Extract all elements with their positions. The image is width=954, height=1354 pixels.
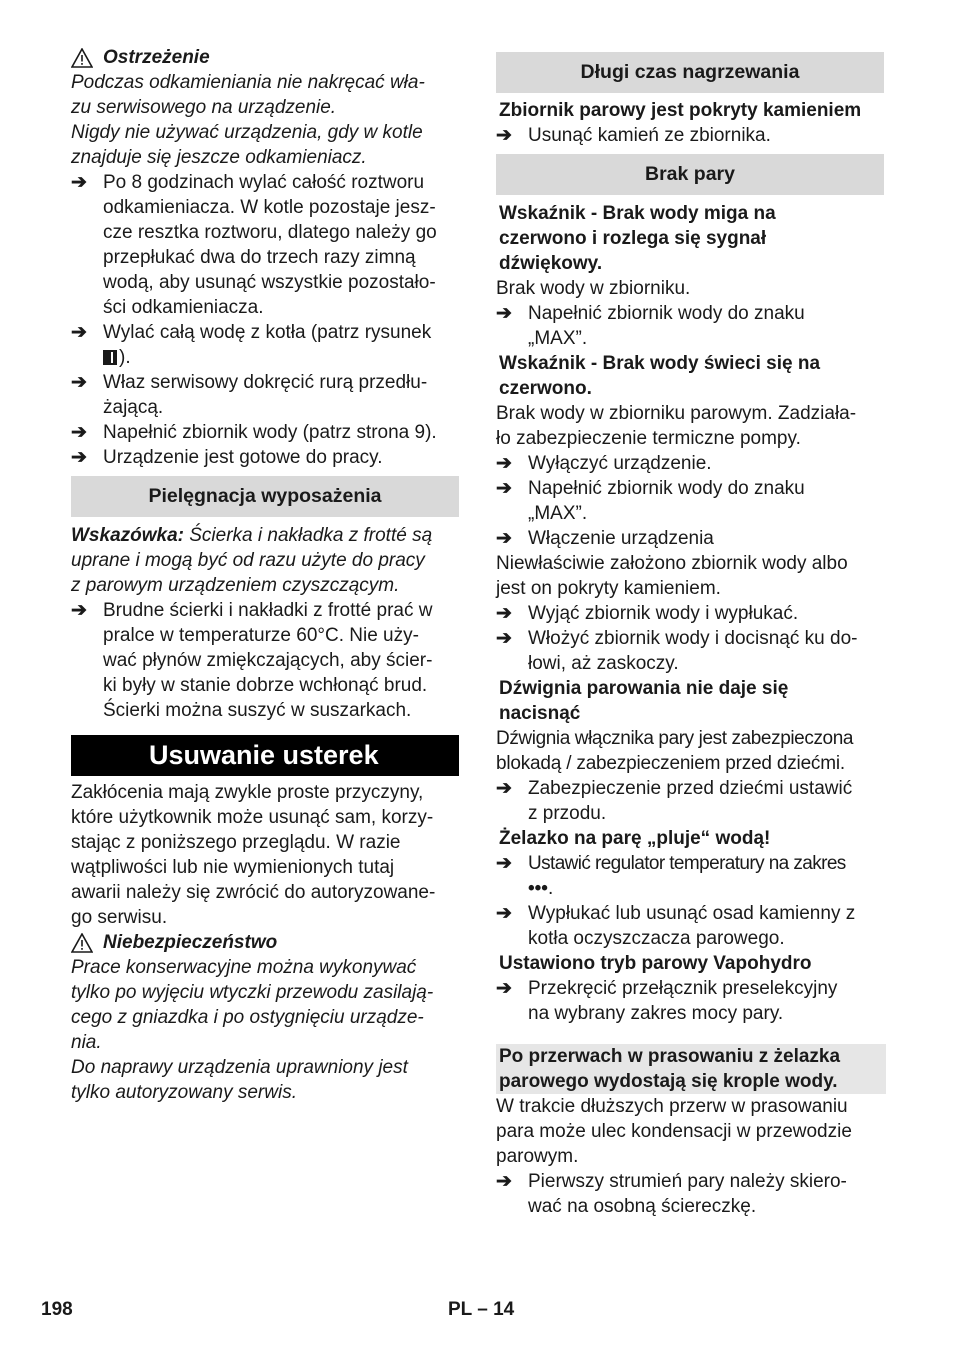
- body-text: blokadą / zabezpieczeniem przed dziećmi.: [496, 753, 845, 774]
- bullet-text: Właz serwisowy dokręcić rurą przedłu-: [103, 372, 428, 393]
- list-item: [496, 476, 884, 526]
- list-item: [496, 1169, 884, 1219]
- arrow-right-icon: ➔: [496, 528, 512, 549]
- bullet-text: Przekręcić przełącznik preselekcyjny: [528, 978, 838, 999]
- bullet-text: ki były w stanie dobrze wchłonąć brud.: [103, 675, 428, 696]
- list-item: [496, 901, 884, 951]
- section-heading-care: Pielęgnacja wyposażenia: [71, 476, 459, 517]
- right-column: [496, 52, 884, 1219]
- danger-title: Niebezpieczeństwo: [103, 932, 278, 953]
- bullet-text: kotła oczyszczacza parowego.: [528, 928, 785, 949]
- intro-text: go serwisu.: [71, 907, 168, 928]
- page-number: 198: [41, 1299, 73, 1320]
- arrow-right-icon: ➔: [71, 322, 87, 343]
- subheading: Ustawiono tryb parowy Vapohydro: [499, 953, 812, 974]
- warning-title: Ostrzeżenie: [103, 47, 210, 68]
- warning-triangle-icon: [71, 48, 93, 68]
- bullet-text: Urządzenie jest gotowe do pracy.: [103, 447, 383, 468]
- bullet-text: łowi, aż zaskoczy.: [528, 653, 679, 674]
- subheading: Zbiornik parowy jest pokryty kamieniem: [499, 100, 862, 121]
- list-item: [71, 170, 459, 320]
- body-text: Brak wody w zbiorniku parowym. Zadziała-: [496, 403, 857, 424]
- subheading-shaded: Po przerwach w prasowaniu z żelazka: [496, 1044, 886, 1069]
- left-column: [71, 45, 459, 1105]
- body-text: Dźwignia włącznika pary jest zabezpieczona: [496, 728, 854, 749]
- bullet-text: Włożyć zbiornik wody i docisnąć ku do-: [528, 628, 858, 649]
- list-item: [496, 123, 884, 148]
- bullet-text: Zabezpieczenie przed dziećmi ustawić: [528, 778, 853, 799]
- body-text: W trakcie dłuższych przerw w prasowaniu: [496, 1096, 848, 1117]
- subheading: Wskaźnik - Brak wody świeci się na: [499, 353, 821, 374]
- warning-heading: [71, 45, 459, 70]
- list-item: [496, 776, 884, 826]
- bullet-text: Ustawić regulator temperatury na zakres: [528, 853, 846, 874]
- footer-dash: –: [477, 1299, 488, 1320]
- bullet-text-tail: .: [547, 878, 554, 899]
- arrow-right-icon: ➔: [71, 447, 87, 468]
- arrow-right-icon: ➔: [496, 303, 512, 324]
- bullet-text: Ścierki można suszyć w suszarkach.: [103, 700, 412, 721]
- list-item: [496, 601, 884, 626]
- bullet-text: „MAX”.: [528, 503, 588, 524]
- arrow-right-icon: ➔: [496, 1171, 512, 1192]
- subheading: czerwono i rozlega się sygnał: [499, 228, 767, 249]
- bullet-text: [528, 876, 884, 901]
- bullet-text: przepłukać dwa do trzech razy zimną: [103, 247, 416, 268]
- bullet-text: wać na osobną ściereczkę.: [528, 1196, 757, 1217]
- arrow-right-icon: ➔: [496, 978, 512, 999]
- intro-text: Zakłócenia mają zwykle proste przyczyny,: [71, 782, 424, 803]
- bullet-text: na wybrany zakres mocy pary.: [528, 1003, 784, 1024]
- list-item: [496, 301, 884, 351]
- subheading: dźwiękowy.: [499, 253, 603, 274]
- bullet-text: pralce w temperaturze 60°C. Nie uży-: [103, 625, 419, 646]
- danger-text: cego z gniazdka i po ostygnięciu urządze-: [71, 1007, 424, 1028]
- bullet-text: Wylać całą wodę z kotła (patrz rysunek: [103, 322, 432, 343]
- intro-text: które użytkownik może usunąć sam, korzy-: [71, 807, 434, 828]
- subheading: Wskaźnik - Brak wody miga na: [499, 203, 776, 224]
- intro-text: awarii należy się zwrócić do autoryzowane-: [71, 882, 436, 903]
- list-item: [71, 420, 459, 445]
- bullet-text: „MAX”.: [528, 328, 588, 349]
- bullet-text: Usunąć kamień ze zbiornika.: [528, 125, 771, 146]
- body-text: parowym.: [496, 1146, 579, 1167]
- arrow-right-icon: ➔: [71, 172, 87, 193]
- list-item: [496, 976, 884, 1026]
- arrow-right-icon: ➔: [71, 600, 87, 621]
- list-item: [496, 451, 884, 476]
- note-label: Wskazówka:: [71, 525, 184, 546]
- list-item: [496, 526, 884, 551]
- bullet-text: Wypłukać lub usunąć osad kamienny z: [528, 903, 856, 924]
- temperature-dots-icon: •••: [528, 878, 548, 899]
- bullet-text: Wyjąć zbiornik wody i wypłukać.: [528, 603, 799, 624]
- list-item: [496, 851, 884, 901]
- arrow-right-icon: ➔: [71, 422, 87, 443]
- bullet-text: Po 8 godzinach wylać całość roztworu: [103, 172, 425, 193]
- note-line: uprane i mogą być od razu użyte do pracy: [71, 550, 425, 571]
- bullet-text: [103, 345, 459, 370]
- danger-text: tylko autoryzowany serwis.: [71, 1082, 297, 1103]
- bullet-text: Napełnić zbiornik wody do znaku: [528, 303, 805, 324]
- arrow-right-icon: ➔: [496, 778, 512, 799]
- list-item: [71, 445, 459, 470]
- arrow-right-icon: ➔: [496, 453, 512, 474]
- footer-num: 14: [493, 1299, 515, 1320]
- bullet-text-tail: ).: [119, 347, 131, 368]
- list-item: [71, 370, 459, 420]
- danger-text: Prace konserwacyjne można wykonywać: [71, 957, 417, 978]
- body-text: para może ulec kondensacji w przewodzie: [496, 1121, 852, 1142]
- danger-text: nia.: [71, 1032, 102, 1053]
- arrow-right-icon: ➔: [496, 903, 512, 924]
- subheading: Żelazko na parę „pluje“ wodą!: [499, 828, 771, 849]
- bullet-text: Napełnić zbiornik wody (patrz strona 9).: [103, 422, 437, 443]
- subheading: Dźwignia parowania nie daje się: [499, 678, 789, 699]
- subheading: nacisnąć: [499, 703, 581, 724]
- note-text: Ścierka i nakładka z frotté są: [183, 525, 433, 546]
- subheading-shaded: parowego wydostają się krople wody.: [496, 1069, 886, 1094]
- bullet-text: Pierwszy strumień pary należy skiero-: [528, 1171, 847, 1192]
- section-heading-heating: Długi czas nagrzewania: [496, 52, 884, 93]
- warning-triangle-icon: [71, 933, 93, 953]
- danger-heading: [71, 930, 459, 955]
- note-line: z parowym urządzeniem czyszczącym.: [71, 575, 400, 596]
- warning-text: zu serwisowego na urządzenie.: [71, 97, 337, 118]
- bullet-text: Włączenie urządzenia: [528, 528, 714, 549]
- list-item: [71, 598, 459, 723]
- arrow-right-icon: ➔: [71, 372, 87, 393]
- warning-text: Podczas odkamieniania nie nakręcać wła-: [71, 72, 425, 93]
- bullet-text: cze resztka roztworu, dlatego należy go: [103, 222, 437, 243]
- bullet-text: Wyłączyć urządzenie.: [528, 453, 712, 474]
- body-text: jest on pokryty kamieniem.: [496, 578, 721, 599]
- danger-text: Do naprawy urządzenia uprawniony jest: [71, 1057, 408, 1078]
- arrow-right-icon: ➔: [496, 628, 512, 649]
- body-text: Brak wody w zbiorniku.: [496, 278, 691, 299]
- arrow-right-icon: ➔: [496, 478, 512, 499]
- bullet-text: Brudne ścierki i nakładki z frotté prać w: [103, 600, 433, 621]
- chapter-title: Usuwanie usterek: [71, 735, 459, 776]
- bullet-text: żającą.: [103, 397, 164, 418]
- footer-lang: PL: [448, 1299, 472, 1320]
- note-line: [71, 523, 459, 548]
- subheading: czerwono.: [499, 378, 592, 399]
- body-text: Niewłaściwie założono zbiornik wody albo: [496, 553, 848, 574]
- bullet-text: z przodu.: [528, 803, 607, 824]
- intro-text: stając z poniższego przeglądu. W razie: [71, 832, 401, 853]
- section-heading-no-steam: Brak pary: [496, 154, 884, 195]
- intro-text: wątpliwości lub nie wymienionych tutaj: [71, 857, 395, 878]
- warning-text: Nigdy nie używać urządzenia, gdy w kotle: [71, 122, 423, 143]
- body-text: ło zabezpieczenie termiczne pompy.: [496, 428, 801, 449]
- arrow-right-icon: ➔: [496, 603, 512, 624]
- arrow-right-icon: ➔: [496, 853, 512, 874]
- warning-text: znajduje się jeszcze odkamieniacz.: [71, 147, 367, 168]
- danger-text: tylko po wyjęciu wtyczki przewodu zasilają-: [71, 982, 434, 1003]
- list-item: [496, 626, 884, 676]
- figure-ref-icon: [103, 350, 117, 365]
- list-item: [71, 320, 459, 370]
- arrow-right-icon: ➔: [496, 125, 512, 146]
- footer-section: [448, 1297, 514, 1322]
- bullet-text: ści odkamieniacza.: [103, 297, 264, 318]
- bullet-text: odkamieniacza. W kotle pozostaje jesz-: [103, 197, 436, 218]
- bullet-text: Napełnić zbiornik wody do znaku: [528, 478, 805, 499]
- bullet-text: wodą, aby usunąć wszystkie pozostało-: [103, 272, 436, 293]
- bullet-text: wać płynów zmiękczających, aby ścier-: [103, 650, 433, 671]
